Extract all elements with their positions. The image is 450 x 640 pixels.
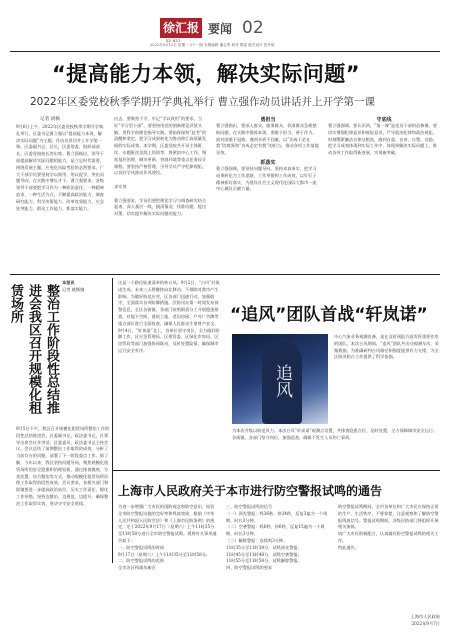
bottom-col-2: 三、防空警报试鸣的信号 （一）预先警报：鸣36秒，停24秒，反复3遍为一个周期，时长3分钟。 （二）空袭警报：鸣6秒，停6秒，反复15遍为一个周期，时长3分钟。 （三）解除警报：连续鸣3分钟。 11时35分至11时38分，试鸣预先警报； 11时45分至11时48分，试鸣空袭警报； 11时55分至11时58分，试鸣解除警报。 四、防空警报试鸣的要求 xyxy=(226,504,328,571)
bottom-col-1: 为进一步增强广大市民的国防观念和防空意识，检验全市防空警报设施的完好率和鸣放效果，根据《中华人民共和国人民防空法》和《上海市民防条例》的规定，定于2022年9月17日（星期六）上午11时35分至11时58分进行全市防空警报试鸣。现将有关事项通告如下： 一、防空警报试鸣的时间 9月17日（星期六）上午11时35分至11时58分。 二、防空警报试鸣的范围 全市各区和浦东新区 xyxy=(118,504,217,571)
left-story-headline: 整治工作阶段性总结推进会我区召开规模化租赁场所 xyxy=(8,284,59,414)
brand-name: 徐汇报 xyxy=(162,21,199,35)
section-heading: 守底线 xyxy=(376,117,392,123)
center-story-text: 这是一个路径轨道清单的转台风。9月2日，“台风”轩岚诺生成。未来三天将继续向北移动，不排除对我市产生影响。为做好防范应对，区各部门迅速行动，加强值守，全面落实各项防御措施。区防汛办第一时间发布预警信息，全区各街镇、各部门按照职责分工开展隐患排查，对地下空间、建筑工地、老旧房屋、户外广告牌等重点部位进行全面检查，确保人民群众生命财产安全。 9月4日，“轩岚诺”北上，各单位坚守岗位，全力做好防御工作。区应急管理局、区建管委、区绿化市容局、区房管局等部门加强协同联动，及时处置险情，确保城市运行安全有序。 xyxy=(118,280,220,353)
left-story-text: 9月5日下午，我区召开规模化租赁场所整治工作阶段性总结推进会。区委副书记、政法委书记，区领导出席会议并讲话。区委委员、政法委书记主持会议。会议总结了前期整治工作取得的成效，分析了当前存在的问题，部署了下一阶段重点工作。据了解，今年以来，我区坚持问题导向，聚焦规模化租赁场所的安全隐患和治理短板，通过排查摸底、分类处置、综合整治等方式，推动规模化租赁场所治理工作取得阶段性成效。会议要求，各相关部门和街镇要进一步提高政治站位，压实工作责任，细化工作举措，坚持边整治、边规范、边提升，确保整治工作取得实效，坚决守牢安全底线。 xyxy=(16,426,110,506)
lead-col-3 xyxy=(216,116,320,272)
section-heading: 勇担当 xyxy=(260,117,276,123)
notice-signature: 上海市人民政府 xyxy=(410,614,440,619)
lead-byline: 记者 胡枫 xyxy=(40,117,60,122)
masthead-info: 2022年9月12日 星期一 2十一版 本版编辑 潘志军 校对 陈雯 版式设计 贺开斌 xyxy=(150,43,275,47)
feature-text: 中心气象业务观测设备，是在及时预报方面发挥重要作用的团队。本次台风期间，“追风”团队共出动观测车次，采集数据，为准确研判台风路径和强度提供有力支撑，为全区防汛防台工作提供了科学依据。 xyxy=(334,334,439,360)
page-number: 02 xyxy=(242,18,264,38)
section-heading: 抓落实 xyxy=(260,159,276,166)
brand-logo xyxy=(160,18,202,38)
bottom-col-3-text: 防空警报试鸣期间，全市各单位和广大市民应保持正常的生产、生活秩序，不要惊慌，注意观察和了解防空警报鸣放信号。警报试鸣期间，各级民防部门将组织开展相关演练。 请广大市民积极配合，认真做好防空警报试鸣的相关工作。 特此通告。 xyxy=(338,504,439,550)
bottom-story-headline: 上海市人民政府关于本市进行防空警报试鸣的通告 xyxy=(118,484,383,498)
byline-reporter: 记者 姚顺娥 xyxy=(62,286,85,292)
bottom-col-3 xyxy=(338,504,440,634)
lead-col-3-text: 曹立强指出，要深入群众，服务群众，找准群众急难愁盼问题，在实践中锻炼本领。要敢于担当、善于作为，面对困难不退缩，遇到矛盾不回避，以“功成不必在我”的境界和“功成必定有我”的担当，推动各项工作落地见效。 xyxy=(216,123,319,156)
divider xyxy=(10,274,440,275)
masthead-rule xyxy=(10,51,440,52)
brand-en: XU HUI xyxy=(166,39,180,43)
lead-col-2: 出去，要聚焦于学，牢记“学以致用”的要求，当好“学习型干部”，要坚持用党的创新理论武装头脑，用科学的理论指导实践。要始终保持“赶考”的清醒和坚定，把学习成果转化为推动徐汇高质量发展的实际成效。本学期，区委党校共开设主体班次、专题班次及线上培训等，将紧扣中心工作，聚焦基层治理、城市更新、营商环境等重点任务设计课程。要坚持严格管理，引导学员严守纪律规矩，以良好学风推动作风建设。 求实效 曹立强要求，学员们要把理论学习与调查研究结合起来，深入基层一线，摸清情况、找准问题、提出对策，切实提升解决实际问题的能力。 xyxy=(114,116,207,217)
section-label: 要闻 xyxy=(208,22,233,36)
sub-headline: 2022年区委党校秋季学期开学典礼举行 曹立强作动员讲话并上开学第一课 xyxy=(30,96,376,108)
feature-photo xyxy=(232,334,328,424)
lead-col-1: 9月6日上午，2022年区委党校秋季学期开学典礼举行。区委书记曹立强以“提高能力本领，解决实际问题”为主题，作动员讲话并上开学第一课。区委副书记、区长，区委常委、组织部部长、区委党校校长等出席。曹立强指出，领导干部提高解决实际问题的能力，是立足时代需要，围绕发展主题，应变化风险考验的必然要求。广大干部学员要坚持学以致用、用以促学，突出问题导向，在实践中增长才干。曹立强要求，各级领导干部要把学习作为一种政治责任、一种精神追求、一种生活方式，不断提高政治能力、调查研究能力、科学决策能力、改革攻坚能力、应急处突能力、群众工作能力、抓落实能力。 xyxy=(16,124,104,211)
main-headline: “提高能力本领，解决实际问题” xyxy=(52,62,361,86)
lead-col-3-text-b: 曹立强强调，要坚持问题导向，坚持求真务实，把学习成果转化为工作思路、工作举措和工作成效，以钉钉子精神抓好落实，为建设社会主义现代化国际大都市一流中心城区贡献力量。 xyxy=(216,165,317,192)
lead-col-4-text: 曹立强强调，要认识到，“第一课”是党员干部的必修课。要切实增强纪律意识和规矩意识，严守政治纪律和政治规矩，时刻绷紧廉洁自律这根弦，做到自重、自省、自警、自励。把学习成效体现到实际工作中，体现到解决实际问题上，推动各项工作取得新进展、实现新突破。 xyxy=(328,123,437,156)
byline-label: 本报讯 xyxy=(62,280,75,285)
center-story-right: 为本次升级以防范风力、本次台风“轩岚诺”观测点设置，共排查隐患点位，及时处置，全力保障城市安全运行。各街镇、各部门坚守岗位，加强巡查，确保不发生人员伤亡事故。 xyxy=(232,428,438,440)
divider xyxy=(112,470,440,471)
feature-headline: “追风”团队首战“轩岚诺” xyxy=(230,305,428,325)
divider xyxy=(112,278,113,563)
left-story-byline xyxy=(62,280,112,294)
notice-date: 2022年9月7日 xyxy=(411,620,440,626)
photo-jacket-text: 追风 xyxy=(272,364,292,398)
lead-col-4 xyxy=(328,116,440,272)
